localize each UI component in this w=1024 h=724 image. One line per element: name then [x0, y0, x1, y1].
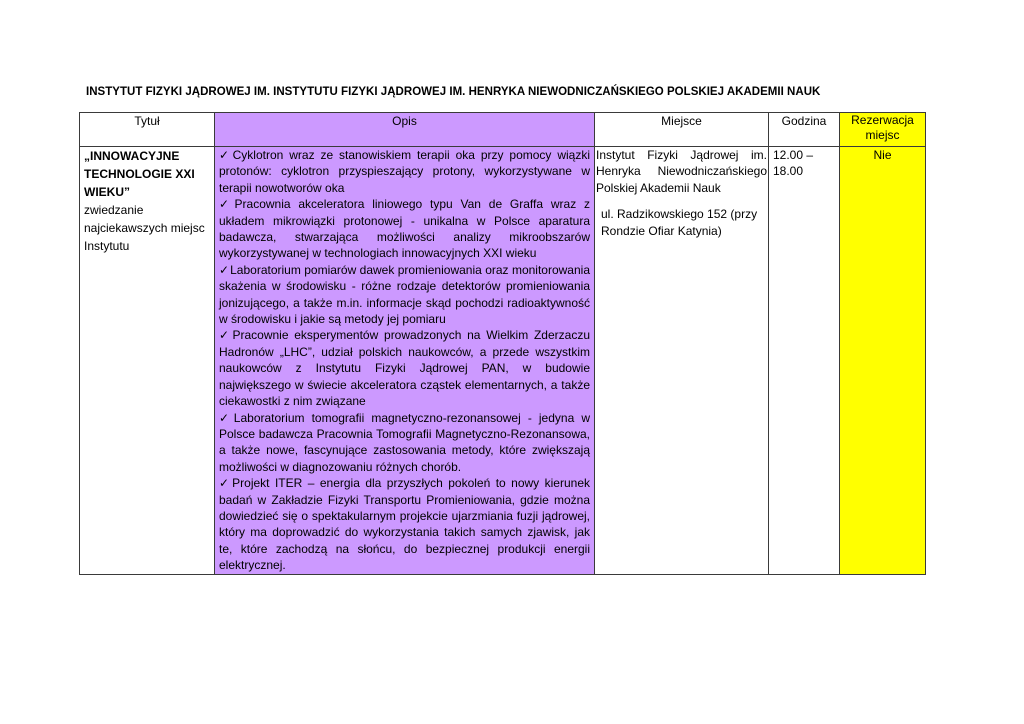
column-header-description: Opis [215, 113, 595, 147]
check-mark-icon: ✓ [219, 262, 230, 277]
description-item: ✓Laboratorium pomiarów dawek promieniowania oraz monitorowania skażenia w środowisku - różne rodzaje detektorów promieniowania jonizującego, a także m.in. informacje skąd pochodzi radioaktywność w środowisku i jakie są metody jej pomiaru [219, 262, 590, 327]
description-item: ✓Projekt ITER – energia dla przyszłych pokoleń to nowy kierunek badań w Zakładzie Fizyki Transportu Promieniowania, gdzie można dowiedzieć się o spektakularnym projekcie ujarzmiania fuzji jądrowej, który ma doprowadzić do wykorzystania takich samych zjawisk, jak te, które zachodzą na słońcu, do bezpiecznej produkcji energii elektrycznej. [219, 476, 590, 573]
reservation-value: Nie [873, 148, 892, 162]
event-place-cell [595, 147, 769, 575]
event-time: 12.00 – 18.00 [773, 148, 814, 179]
event-time-cell [769, 147, 840, 575]
description-item: ✓Cyklotron wraz ze stanowiskiem terapii oka przy pomocy wiązki protonów: cyklotron przyspieszający protony, wykorzystywane w terapii nowotworów oka [219, 148, 591, 195]
place-name: Instytut Fizyki Jądrowej im. Henryka Niewodniczańskiego Polskiej Akademii Nauk [596, 148, 767, 195]
column-header-place: Miejsce [595, 113, 769, 147]
events-table [79, 112, 926, 575]
table-header-row [80, 113, 926, 147]
column-header-time: Godzina [769, 113, 840, 147]
description-item: ✓Pracownia akceleratora liniowego typu Van de Graffa wraz z układem mikrowiązki protonowej - unikalna w Polsce aparatura badawcza, stwarzająca możliwości analizy mikroobszarów wykorzystywanej w technologiach innowacyjnych XXI wieku [219, 197, 590, 261]
table-row [80, 147, 926, 575]
place-address: ul. Radzikowskiego 152 (przy Rondzie Ofiar Katynia) [601, 207, 758, 238]
column-header-reservation: Rezerwacja miejsc [840, 113, 926, 147]
description-item: ✓Laboratorium tomografii magnetyczno-rezonansowej - jedyna w Polsce badawcza Pracownia Tomografii Magnetyczno-Rezonansowa, a także nowe, fascynujące zastosowania metody, które zwiększają możliwości w diagnozowaniu różnych chorób. [219, 410, 590, 474]
column-header-title: Tytuł [80, 113, 215, 147]
event-title-cell [80, 147, 215, 575]
check-mark-icon: ✓ [219, 410, 233, 425]
document-heading: INSTYTUT FIZYKI JĄDROWEJ IM. INSTYTUTU FIZYKI JĄDROWEJ IM. HENRYKA NIEWODNICZAŃSKIEGO POLSKIEJ AKADEMII NAUK [86, 86, 821, 98]
check-mark-icon: ✓ [219, 328, 232, 343]
check-mark-icon: ✓ [219, 476, 232, 491]
event-title: „INNOWACYJNE TECHNOLOGIE XXI WIEKU” [84, 149, 195, 199]
check-mark-icon: ✓ [219, 197, 234, 212]
description-item: ✓Pracownie eksperymentów prowadzonych na Wielkim Zderzaczu Hadronów „LHC”, udział polskich naukowców, a przede wszystkim naukowców z Instytutu Fizyki Jądrowej PAN, w budowie największego w świecie akceleratora cząstek elementarnych, a także ciekawostki z nim związane [219, 328, 590, 409]
event-description-cell [215, 147, 595, 575]
check-mark-icon: ✓ [219, 148, 232, 162]
event-reservation-cell [840, 147, 926, 575]
event-subtitle: zwiedzanie najciekawszych miejsc Instytutu [84, 203, 205, 253]
